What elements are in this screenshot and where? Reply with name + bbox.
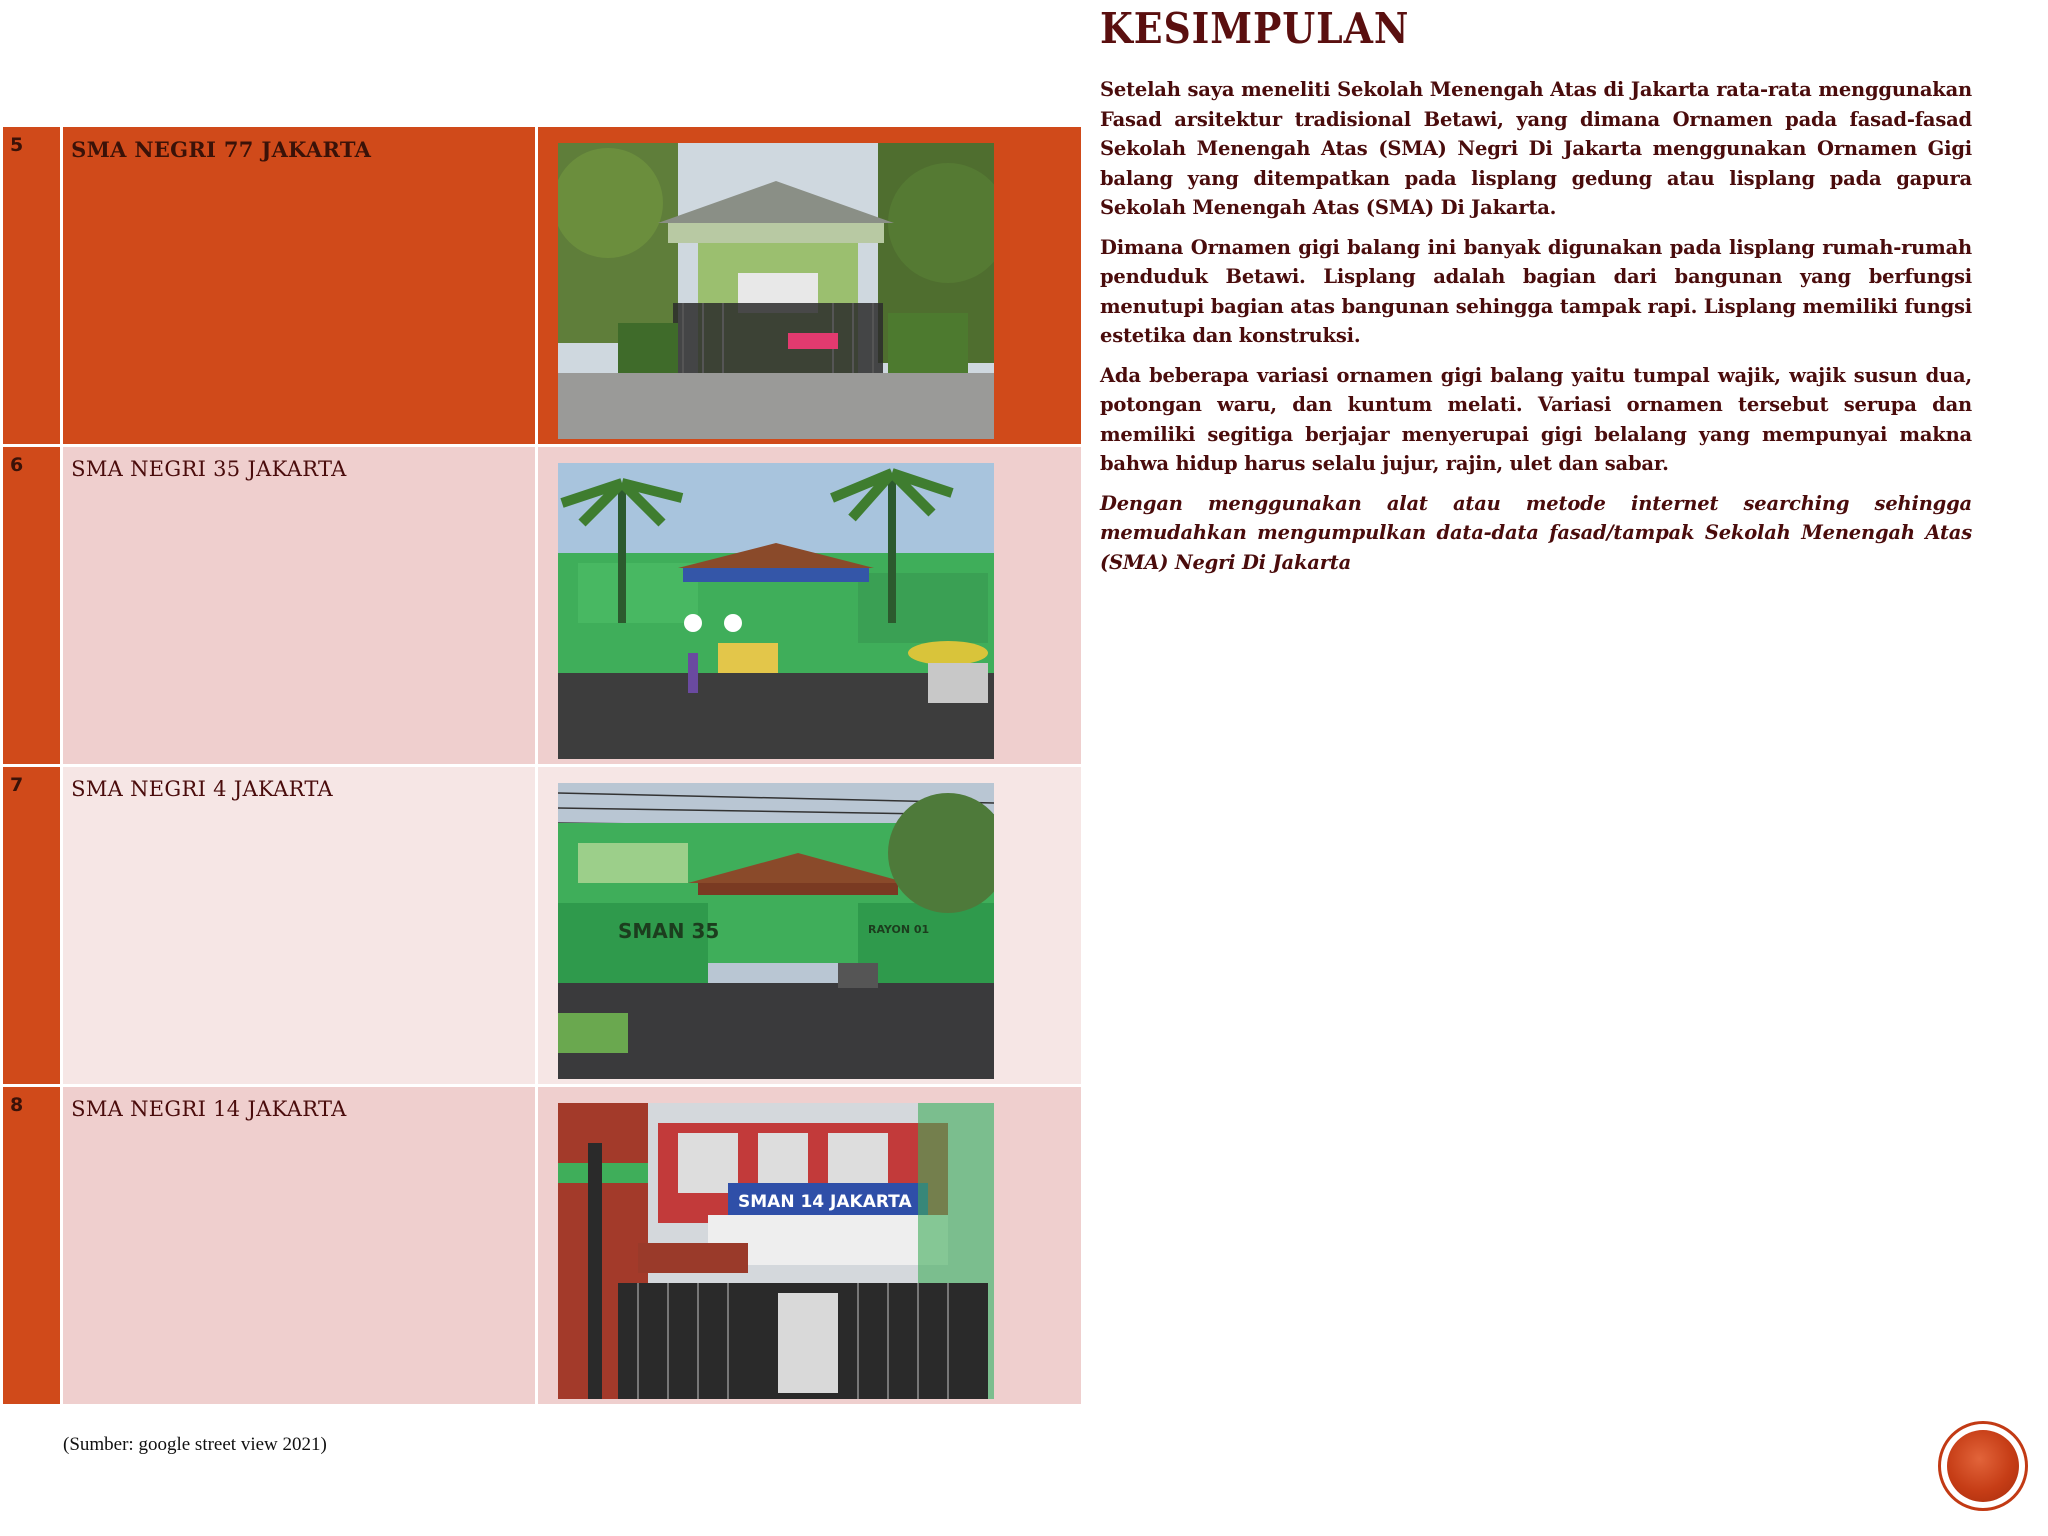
table-row <box>2 1086 1083 1406</box>
decorative-circle-icon <box>1938 1421 2028 1511</box>
school-photo-77 <box>558 143 994 439</box>
conclusion-paragraph-4: Dengan menggunakan alat atau metode internet searching sehingga memudahkan mengumpulkan data-data fasad/tampak Sekolah Menengah Atas (SMA) Negri Di Jakarta <box>1100 491 1972 574</box>
school-name: SMA NEGRI 35 JAKARTA <box>62 446 537 766</box>
school-name: SMA NEGRI 77 JAKARTA <box>62 126 537 446</box>
row-number: 6 <box>2 446 62 766</box>
table-row <box>2 766 1083 1086</box>
photo-sign-sman14: SMAN 14 JAKARTA <box>738 1192 913 1212</box>
school-table <box>0 124 1084 1407</box>
table-row <box>2 446 1083 766</box>
row-number: 5 <box>2 126 62 446</box>
conclusion-paragraph-2: Dimana Ornamen gigi balang ini banyak digunakan pada lisplang rumah-rumah penduduk Betawi. Lisplang adalah bagian dari bangunan yang berfungsi menutupi bagian atas bangunan sehingga tampak rapi. Lisplang memiliki fungsi estetika dan konstruksi. <box>1100 235 1972 347</box>
conclusion-title: KESIMPULAN <box>1100 4 1410 53</box>
photo-sign-rayon: RAYON 01 <box>868 923 930 936</box>
conclusion-panel <box>1100 4 1972 587</box>
school-photo-4 <box>558 783 994 1079</box>
school-photo-35 <box>558 463 994 759</box>
school-name: SMA NEGRI 4 JAKARTA <box>62 766 537 1086</box>
source-caption: (Sumber: google street view 2021) <box>63 1434 327 1455</box>
conclusion-paragraph-3: Ada beberapa variasi ornamen gigi balang yaitu tumpal wajik, wajik susun dua, potongan waru, dan kuntum melati. Variasi ornamen tersebut serupa dan memiliki segitiga berjajar menyerupai gigi belalang yang mempunyai makna bahwa hidup harus selalu jujur, rajin, ulet dan sabar. <box>1100 363 1972 475</box>
conclusion-paragraph-1: Setelah saya meneliti Sekolah Menengah Atas di Jakarta rata-rata menggunakan Fasad arsitektur tradisional Betawi, yang dimana Ornamen pada fasad-fasad Sekolah Menengah Atas (SMA) Negri Di Jakarta menggunakan Ornamen Gigi balang yang ditempatkan pada lisplang gedung atau lisplang pada gapura Sekolah Menengah Atas (SMA) Di Jakarta. <box>1100 78 1972 219</box>
photo-sign-sman35: SMAN 35 <box>618 919 720 943</box>
school-photo-14 <box>558 1103 994 1399</box>
row-number: 8 <box>2 1086 62 1406</box>
row-number: 7 <box>2 766 62 1086</box>
school-name: SMA NEGRI 14 JAKARTA <box>62 1086 537 1406</box>
table-row <box>2 126 1083 446</box>
